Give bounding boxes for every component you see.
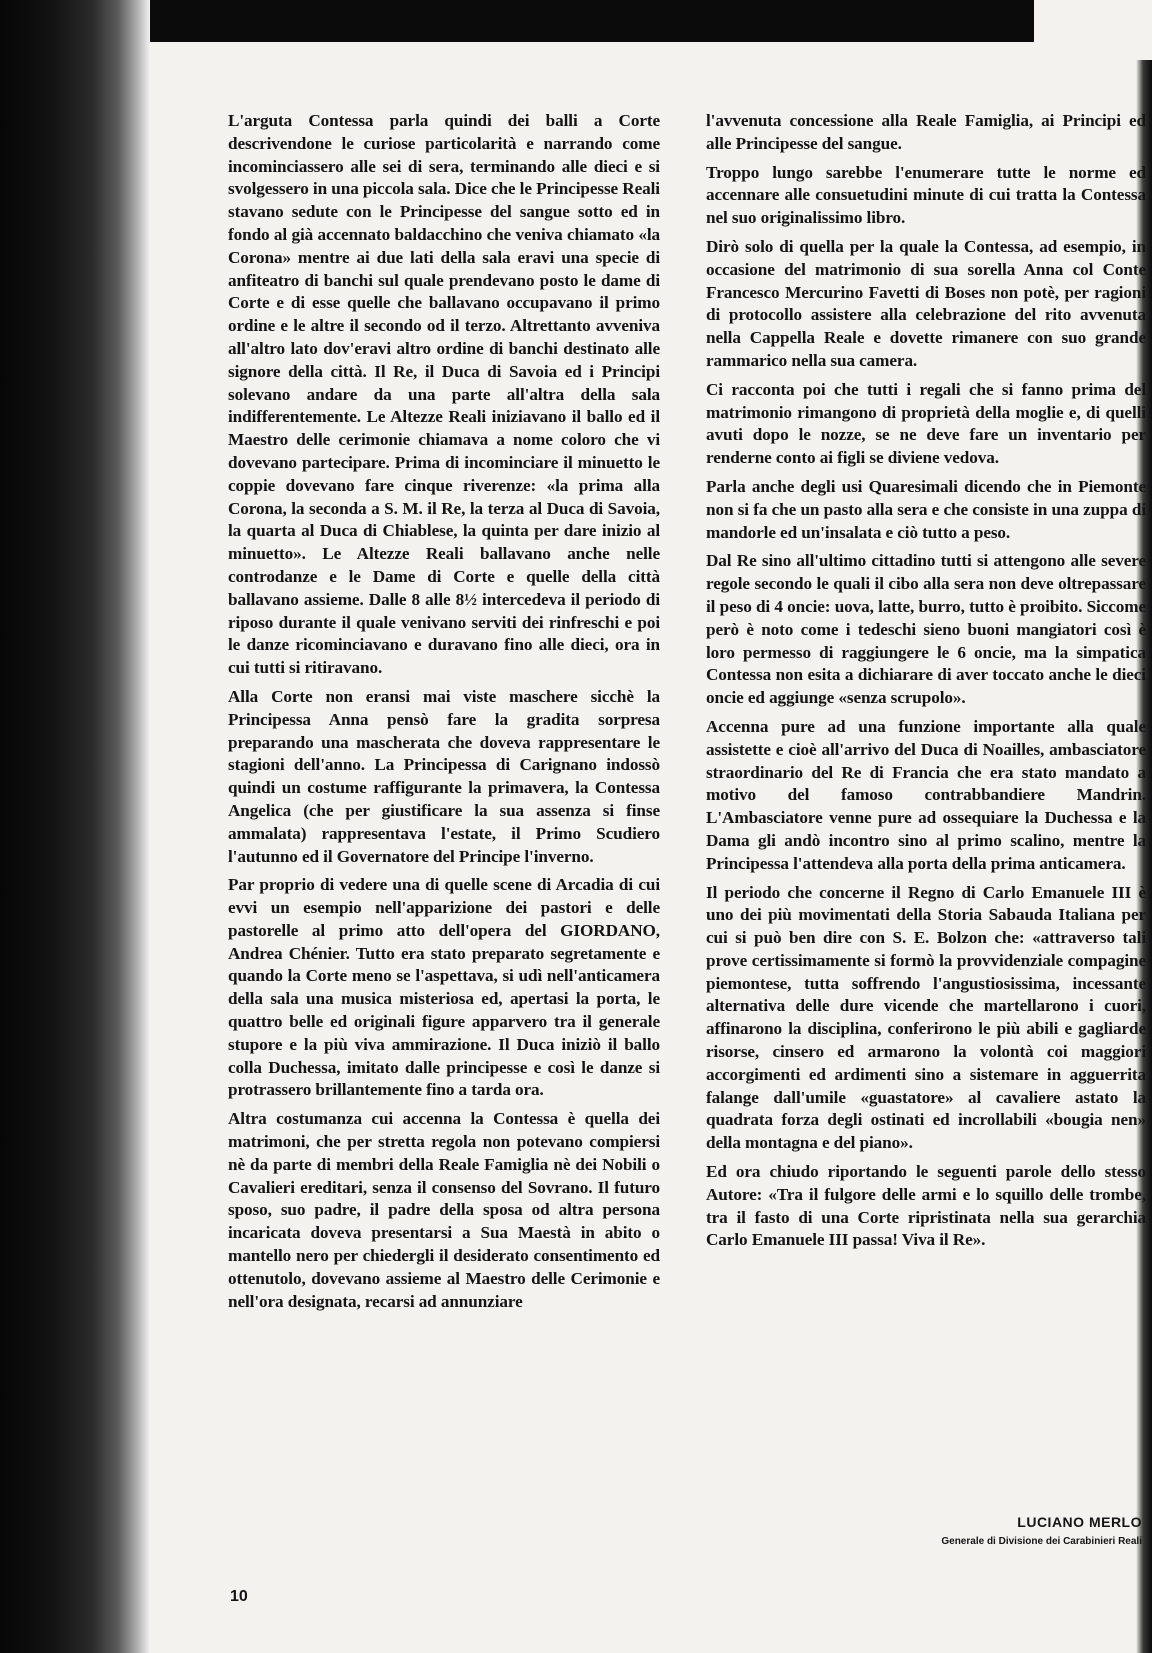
right-text-column [706, 110, 1146, 1258]
page-number: 10 [230, 1588, 248, 1605]
paragraph: Altra costumanza cui accenna la Contessa è quella dei matrimoni, che per stretta regola non potevano compiersi nè da parte di membri della Reale Famiglia nè dei Nobili o Cavalieri ereditari, senza il consenso del Sovrano. Il futuro sposo, suo padre, il padre della sposa od altra persona incaricata doveva presentarsi a Sua Maestà in abito o mantello nero per chiedergli il desiderato consentimento ed ottenutolo, dovevano assieme al Maestro delle Cerimonie e nell'ora designata, recarsi ad annunziare [228, 1109, 660, 1311]
page-corner [1034, 0, 1152, 60]
paragraph: L'arguta Contessa parla quindi dei balli a Corte descrivendone le curiose particolarità e narrando come incominciassero alle sei di sera, terminando alle dieci e si svolgessero in una piccola sala. Dice che le Principesse Reali stavano sedute con le Principesse del sangue sotto ed in fondo al già accennato baldacchino che veniva chiamato «la Corona» mentre ai due lati della sala eravi una specie di anfiteatro di banchi sul quale prendevano posto le dame di Corte e di esse quelle che ballavano occupavano il primo ordine e le altre il secondo od il terzo. Altrettanto avveniva all'altro lato dov'eravi altro ordine di banchi destinato alle signore della città. Il Re, il Duca di Savoia ed i Principi solevano andare da una parte all'altra della sala indifferentemente. Le Altezze Reali iniziavano il ballo ed il Maestro delle cerimonie chiamava a nome coloro che vi dovevano partecipare. Prima di incominciare il minuetto le coppie dovevano fare cinque riverenze: «la prima alla Corona, la seconda a S. M. il Re, la terza al Duca di Savoia, la quarta al Duca di Chiablese, la quinta per dare inizio al minuetto». Le Altezze Reali ballavano anche nelle controdanze e le Dame di Corte e quelle della città ballavano assieme. Dalle 8 alle 8½ intercedeva il periodo di riposo durante il quale venivano serviti dei rinfreschi e poi le danze ricominciavano e duravano fino alle dieci, ora in cui tutti si ritiravano. [228, 111, 660, 678]
paragraph: Il periodo che concerne il Regno di Carlo Emanuele III è uno dei più movimentati della Storia Sabauda Italiana per cui si può ben dire con S. E. Bolzon che: «attraverso tali prove certissimamente si formò la provvidenziale compagine piemontese, tutta soffrendo l'angustiosissima, incessante alternativa delle dure vicende che martellarono i cuori, affinarono la disciplina, conferirono le più abili e gagliarde risorse, cinsero ed armarono la volontà coi maggiori accorgimenti ed ardimenti sino a sistemare in agguerrita falange dall'umile «guastatore» al cavaliere astato la quadrata forza degli ostinati ed incrollabili «bougia nen» della montagna e del piano». [706, 882, 1146, 1153]
left-text-column [228, 110, 660, 1319]
scan-left-edge [0, 0, 150, 1653]
paragraph: Ed ora chiudo riportando le seguenti parole dello stesso Autore: «Tra il fulgore delle armi e lo squillo delle trombe, tra il fasto di una Corte ripristinata nella sua gerarchia Carlo Emanuele III passa! Viva il Re». [706, 1162, 1146, 1250]
paragraph: Alla Corte non eransi mai viste maschere sicchè la Principessa Anna pensò fare la gradita sorpresa preparando una mascherata che doveva rappresentare le stagioni dell'anno. La Principessa di Carignano indossò quindi un costume raffigurante la primavera, la Contessa Angelica (che per giustificare la sua assenza si finse ammalata) rappresentava l'estate, il Primo Scudiero l'autunno ed il Governatore del Principe l'inverno. [228, 686, 660, 866]
paragraph: Ci racconta poi che tutti i regali che si fanno prima del matrimonio rimangono di proprietà della moglie e, di quelli avuti dopo le nozze, se ne deve fare un inventario per renderne conto ai figli se diviene vedova. [706, 379, 1146, 468]
author-title: Generale di Divisione dei Carabinieri Reali [941, 1536, 1142, 1547]
paragraph: Parla anche degli usi Quaresimali dicendo che in Piemonte non si fa che un pasto alla sera e che consiste in una zuppa di mandorle ed un'insalata e ciò tutto a peso. [706, 476, 1146, 542]
scan-top-edge [0, 0, 1152, 42]
paragraph: Dirò solo di quella per la quale la Contessa, ad esempio, in occasione del matrimonio di sua sorella Anna col Conte Francesco Mercurino Favetti di Boses non potè, per ragioni di protocollo assistere alla celebrazione del rito avvenuta nella Cappella Reale e dovette rimanere con suo grande rammarico nella sua camera. [706, 236, 1146, 370]
author-name: LUCIANO MERLO [1017, 1514, 1142, 1530]
paragraph: Dal Re sino all'ultimo cittadino tutti si attengono alle severe regole secondo le quali il cibo alla sera non deve oltrepassare il peso di 4 oncie: uova, latte, burro, tutto è proibito. Siccome però è noto come i tedeschi sieno buoni mangiatori così è loro permesso di raggiungere le 6 oncie, ma la simpatica Contessa non esita a dichiarare di aver toccato anche le dieci oncie ed aggiunge «senza scrupolo». [706, 551, 1146, 708]
paragraph: l'avvenuta concessione alla Reale Famiglia, ai Principi ed alle Principesse del sangue. [706, 111, 1146, 153]
paragraph: Troppo lungo sarebbe l'enumerare tutte le norme ed accennare alle consuetudini minute di cui tratta la Contessa nel suo originalissimo libro. [706, 162, 1146, 228]
paragraph: Par proprio di vedere una di quelle scene di Arcadia di cui evvi un esempio nell'apparizione dei pastori e delle pastorelle al primo atto dell'opera del GIORDANO, Andrea Chénier. Tutto era stato preparato segretamente e quando la Corte meno se l'aspettava, si udì nell'anticamera della sala una musica misteriosa ed, apertasi la porta, le quattro belle ed originali figure apparvero tra il generale stupore e la più viva ammirazione. Il Duca iniziò il ballo colla Duchessa, imitato dalle principesse e così le danze si protrassero brillantemente fino a tarda ora. [228, 875, 660, 1100]
paragraph: Accenna pure ad una funzione importante alla quale assistette e cioè all'arrivo del Duca di Noailles, ambasciatore straordinario del Re di Francia che era stato mandato a motivo del famoso contrabbandiere Mandrin. L'Ambasciatore venne pure ad ossequiare la Duchessa e la Dama gli andò incontro sino al primo scalino, mentre la Principessa l'attendeva alla porta della prima anticamera. [706, 716, 1146, 873]
